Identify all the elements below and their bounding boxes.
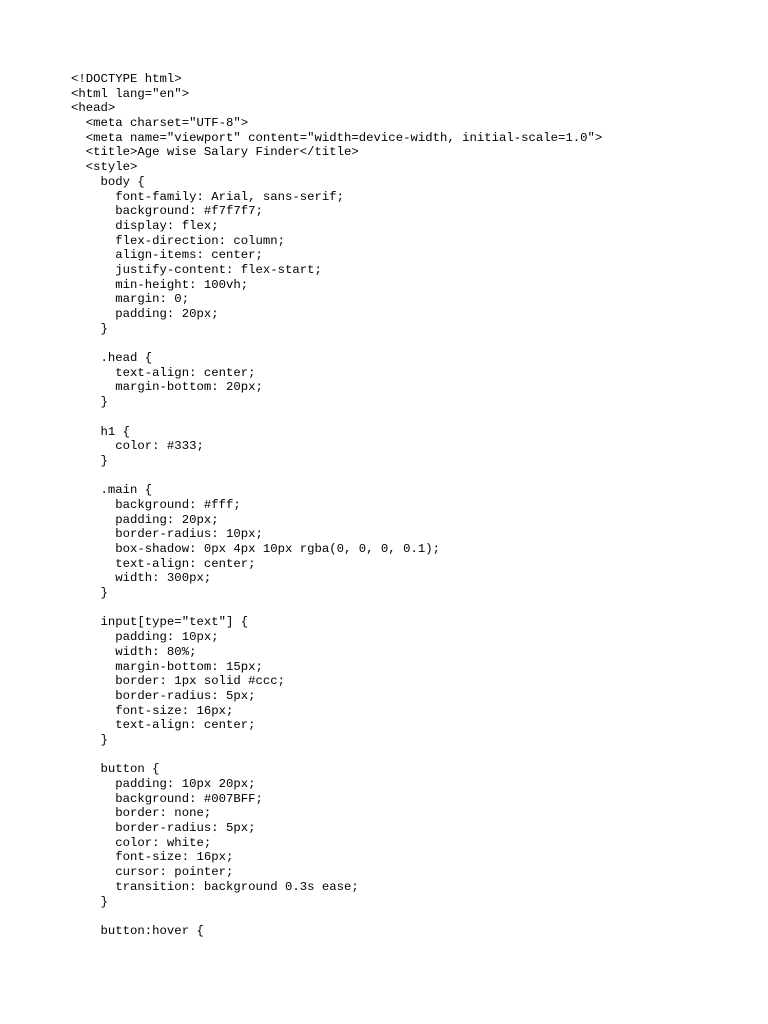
code-line: } bbox=[71, 586, 108, 601]
code-line: padding: 20px; bbox=[71, 512, 219, 527]
code-line: .main { bbox=[71, 483, 153, 498]
code-line: color: #333; bbox=[71, 439, 204, 454]
code-line: background: #f7f7f7; bbox=[71, 204, 263, 219]
code-line: padding: 10px; bbox=[71, 630, 219, 645]
code-line: <!DOCTYPE html> bbox=[71, 72, 182, 86]
code-line bbox=[71, 748, 602, 763]
code-line: font-size: 16px; bbox=[71, 850, 234, 865]
code-line: color: white; bbox=[71, 835, 212, 850]
code-line bbox=[71, 410, 602, 425]
code-line: width: 300px; bbox=[71, 571, 212, 586]
code-line: } bbox=[71, 453, 108, 468]
code-line: h1 { bbox=[71, 424, 131, 439]
code-line bbox=[71, 601, 602, 616]
code-line: input[type="text"] { bbox=[71, 615, 249, 630]
code-line: align-items: center; bbox=[71, 248, 263, 263]
code-line: cursor: pointer; bbox=[71, 865, 234, 880]
code-line: } bbox=[71, 732, 108, 747]
code-line: margin-bottom: 15px; bbox=[71, 659, 263, 674]
code-line: margin-bottom: 20px; bbox=[71, 380, 263, 395]
code-line bbox=[71, 336, 602, 351]
code-line: border-radius: 5px; bbox=[71, 688, 256, 703]
code-line: font-family: Arial, sans-serif; bbox=[71, 189, 345, 204]
code-line: margin: 0; bbox=[71, 292, 190, 307]
code-line: <head> bbox=[71, 101, 116, 116]
code-line: } bbox=[71, 894, 108, 909]
code-line: <html lang="en"> bbox=[71, 86, 190, 101]
code-line: box-shadow: 0px 4px 10px rgba(0, 0, 0, 0.1); bbox=[71, 542, 440, 556]
code-line: transition: background 0.3s ease; bbox=[71, 879, 359, 894]
code-line: min-height: 100vh; bbox=[71, 277, 249, 292]
code-line: border: 1px solid #ccc; bbox=[71, 674, 286, 689]
code-listing bbox=[71, 72, 602, 939]
code-line: <title>Age wise Salary Finder</title> bbox=[71, 145, 359, 160]
code-line: } bbox=[71, 321, 108, 336]
code-line: <style> bbox=[71, 160, 138, 175]
code-line bbox=[71, 909, 602, 924]
code-line: text-align: center; bbox=[71, 365, 256, 380]
code-line: font-size: 16px; bbox=[71, 703, 234, 718]
code-line: width: 80%; bbox=[71, 644, 197, 659]
code-line: display: flex; bbox=[71, 218, 219, 233]
code-line: padding: 20px; bbox=[71, 307, 219, 321]
code-line: border-radius: 5px; bbox=[71, 821, 256, 836]
code-line: padding: 10px 20px; bbox=[71, 777, 256, 791]
code-line: background: #fff; bbox=[71, 497, 241, 512]
code-line: body { bbox=[71, 174, 145, 189]
code-line: .head { bbox=[71, 351, 153, 366]
code-line: background: #007BFF; bbox=[71, 791, 263, 806]
code-line: text-align: center; bbox=[71, 556, 256, 571]
code-line bbox=[71, 469, 602, 484]
code-line: justify-content: flex-start; bbox=[71, 262, 322, 277]
code-line: border-radius: 10px; bbox=[71, 527, 263, 542]
code-line: <meta charset="UTF-8"> bbox=[71, 116, 249, 131]
code-line: button:hover { bbox=[71, 923, 204, 938]
code-line: button { bbox=[71, 762, 160, 777]
code-line: flex-direction: column; bbox=[71, 233, 286, 248]
code-line: border: none; bbox=[71, 806, 212, 821]
code-line: text-align: center; bbox=[71, 718, 256, 733]
code-line: } bbox=[71, 395, 108, 410]
code-line: <meta name="viewport" content="width=device-width, initial-scale=1.0"> bbox=[71, 130, 603, 145]
